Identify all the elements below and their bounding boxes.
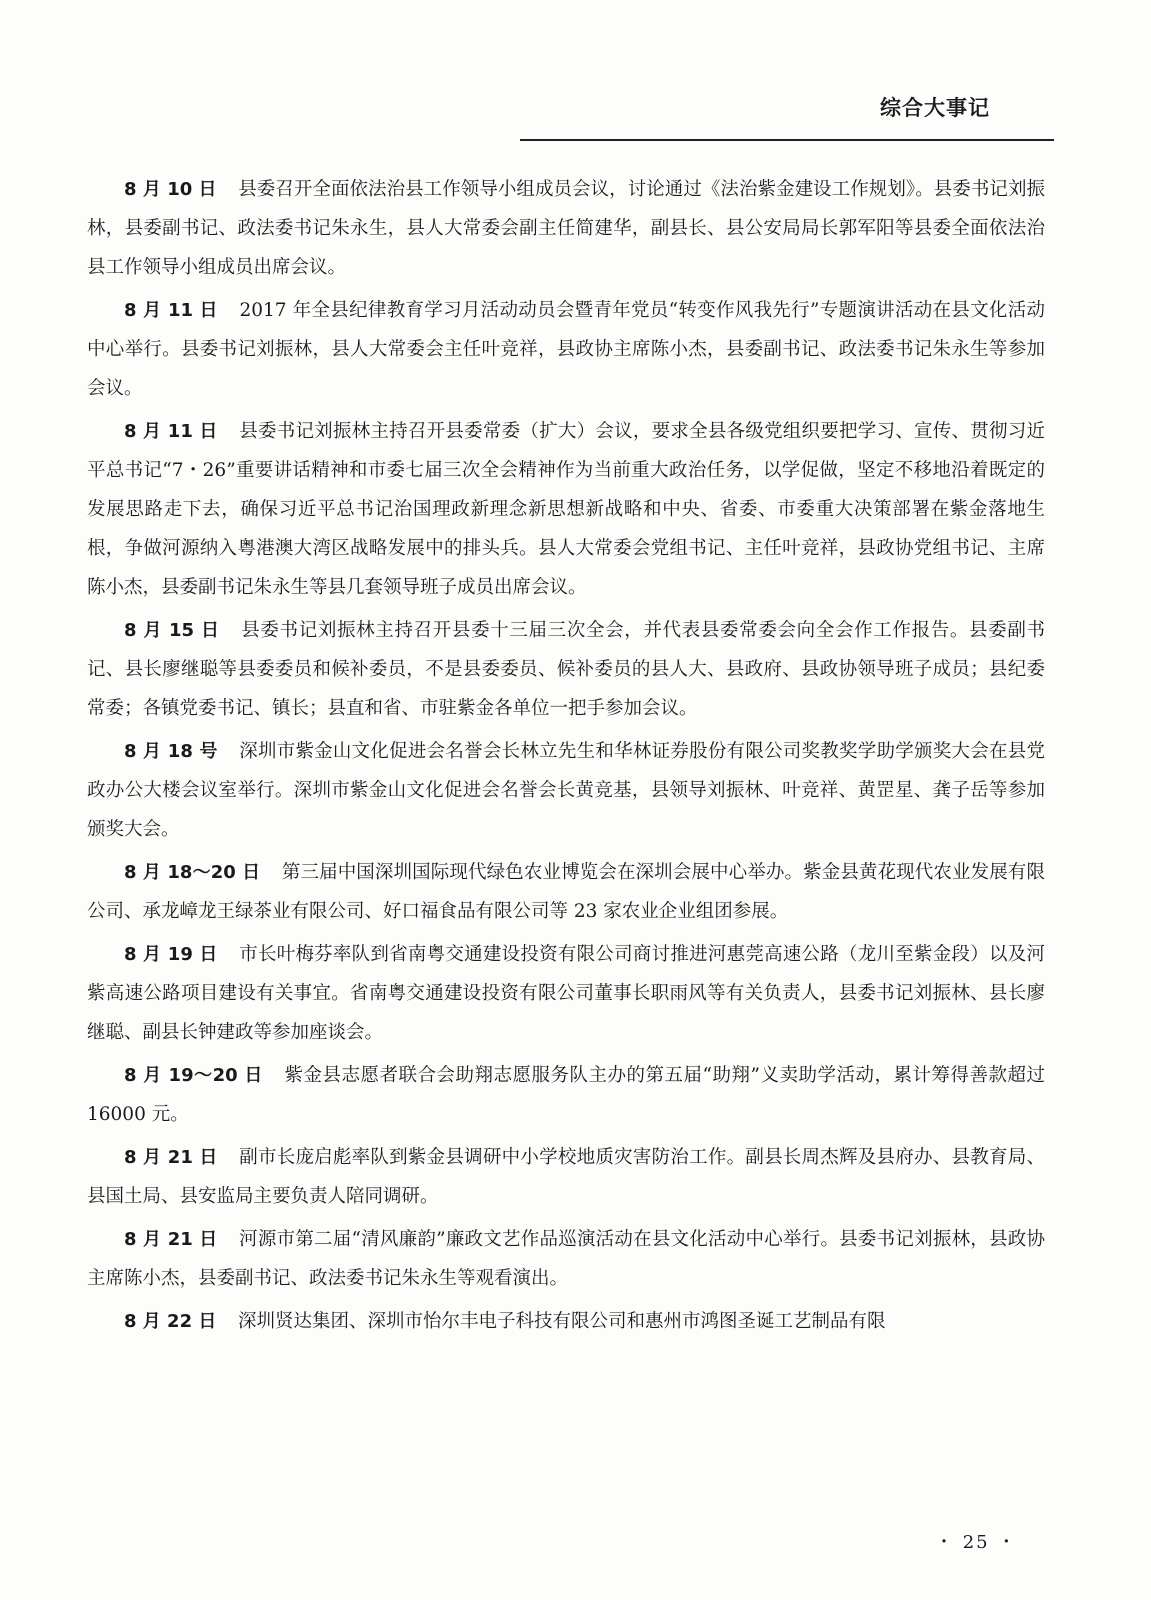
entry-date: 8 月 15 日 <box>124 620 220 641</box>
chronicle-entry <box>87 935 1045 1052</box>
entry-date: 8 月 11 日 <box>124 300 218 321</box>
entry-text: 县委召开全面依法治县工作领导小组成员会议，讨论通过《法治紫金建设工作规划》。县委书记刘振林，县委副书记、政法委书记朱永生，县人大常委会副主任简建华，副县长、县公安局局长郭军阳等县委全面依法治县工作领导小组成员出席会议。 <box>87 179 1045 278</box>
chronicle-entry <box>87 1056 1045 1134</box>
entry-text: 副市长庞启彪率队到紫金县调研中小学校地质灾害防治工作。副县长周杰辉及县府办、县教育局、县国土局、县安监局主要负责人陪同调研。 <box>87 1147 1045 1207</box>
chronicle-entries <box>87 170 1045 1345</box>
entry-text: 紫金县志愿者联合会助翔志愿服务队主办的第五届“助翔”义卖助学活动，累计筹得善款超过 16000 元。 <box>87 1065 1046 1125</box>
entry-text: 河源市第二届“清风廉韵”廉政文艺作品巡演活动在县文化活动中心举行。县委书记刘振林，县政协主席陈小杰，县委副书记、政法委书记朱永生等观看演出。 <box>87 1229 1045 1289</box>
chronicle-entry <box>87 732 1045 849</box>
entry-text: 第三届中国深圳国际现代绿色农业博览会在深圳会展中心举办。紫金县黄花现代农业发展有限公司、承龙嶂龙王绿茶业有限公司、好口福食品有限公司等 23 家农业企业组团参展。 <box>87 862 1046 922</box>
entry-text: 县委书记刘振林主持召开县委常委（扩大）会议，要求全县各级党组织要把学习、宣传、贯彻习近平总书记“7・26”重要讲话精神和市委七届三次全会精神作为当前重大政治任务，以学促做，坚定不移地沿着既定的发展思路走下去，确保习近平总书记治国理政新理念新思想新战略和中央、省委、市委重大决策部署在紫金落地生根，争做河源纳入粤港澳大湾区战略发展中的排头兵。县人大常委会党组书记、主任叶竞祥，县政协党组书记、主席陈小杰，县委副书记朱永生等县几套领导班子成员出席会议。 <box>87 421 1045 598</box>
entry-date: 8 月 19～20 日 <box>124 1065 263 1086</box>
entry-date: 8 月 18～20 日 <box>124 862 261 883</box>
entry-text: 深圳市紫金山文化促进会名誉会长林立先生和华林证券股份有限公司奖教奖学助学颁奖大会在县党政办公大楼会议室举行。深圳市紫金山文化促进会名誉会长黄竞基，县领导刘振林、叶竞祥、黄罡星、龚子岳等参加颁奖大会。 <box>87 741 1045 840</box>
chronicle-entry <box>87 1220 1045 1298</box>
entry-date: 8 月 18 号 <box>124 741 218 762</box>
entry-date: 8 月 11 日 <box>124 421 218 442</box>
chronicle-entry <box>87 853 1045 931</box>
chronicle-entry <box>87 1138 1045 1216</box>
chronicle-entry <box>87 170 1045 287</box>
entry-text: 市长叶梅芬率队到省南粤交通建设投资有限公司商讨推进河惠莞高速公路（龙川至紫金段）以及河紫高速公路项目建设有关事宜。省南粤交通建设投资有限公司董事长职雨风等有关负责人，县委书记刘振林、县长廖继聪、副县长钟建政等参加座谈会。 <box>87 944 1045 1043</box>
entry-date: 8 月 10 日 <box>124 179 217 200</box>
chronicle-entry <box>87 1302 1045 1341</box>
header-divider <box>520 139 1054 141</box>
entry-text: 深圳贤达集团、深圳市怡尔丰电子科技有限公司和惠州市鸿图圣诞工艺制品有限 <box>237 1311 886 1332</box>
entry-date: 8 月 19 日 <box>124 944 218 965</box>
chronicle-entry <box>87 412 1045 607</box>
entry-date: 8 月 22 日 <box>124 1311 217 1332</box>
entry-text: 2017 年全县纪律教育学习月活动动员会暨青年党员“转变作风我先行”专题演讲活动在县文化活动中心举行。县委书记刘振林，县人大常委会主任叶竞祥，县政协主席陈小杰，县委副书记、政法委书记朱永生等参加会议。 <box>87 300 1045 399</box>
entry-date: 8 月 21 日 <box>124 1147 218 1168</box>
page-number: ・ 25 ・ <box>935 1532 1018 1553</box>
entry-text: 县委书记刘振林主持召开县委十三届三次全会，并代表县委常委会向全会作工作报告。县委副书记、县长廖继聪等县委委员和候补委员，不是县委委员、候补委员的县人大、县政府、县政协领导班子成员；县纪委常委；各镇党委书记、镇长；县直和省、市驻紫金各单位一把手参加会议。 <box>87 620 1045 719</box>
chronicle-entry <box>87 611 1045 728</box>
running-header-title: 综合大事记 <box>880 96 990 120</box>
entry-date: 8 月 21 日 <box>124 1229 218 1250</box>
chronicle-entry <box>87 291 1045 408</box>
